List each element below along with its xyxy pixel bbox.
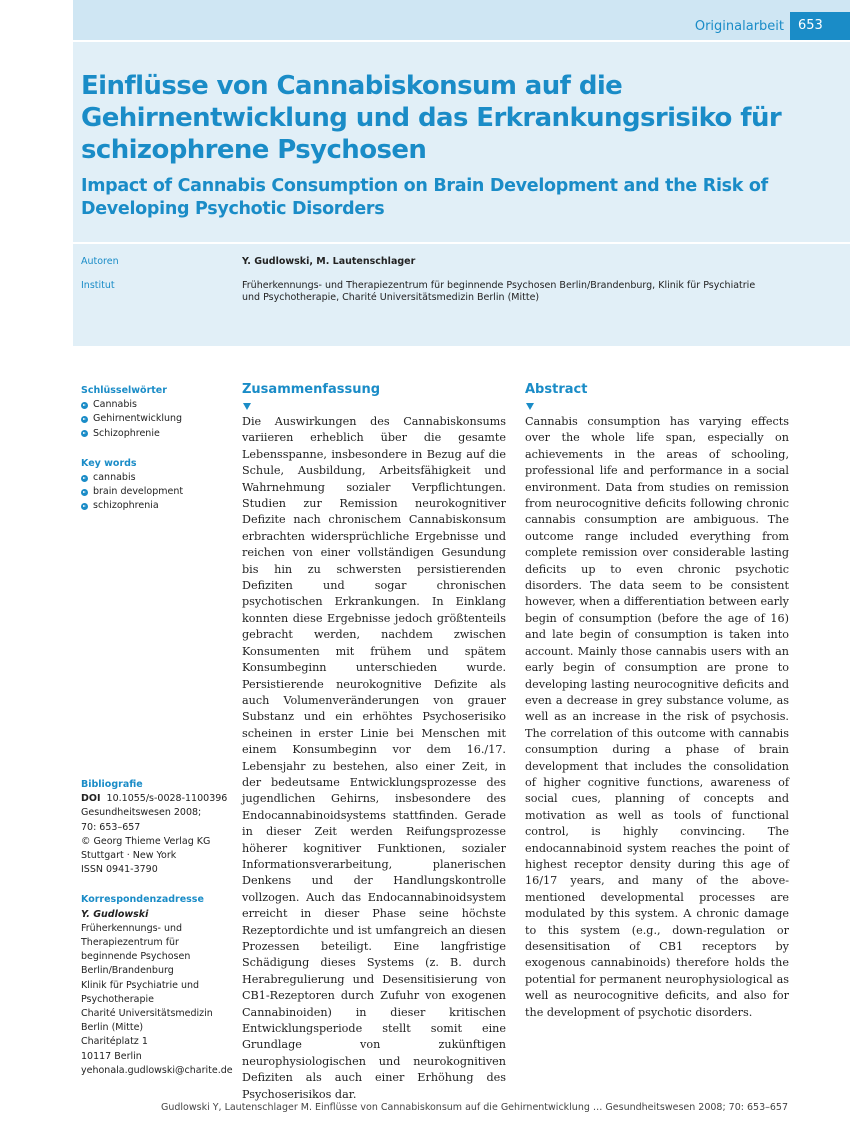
meta-block [73,244,850,346]
address-line: Charité Universitätsmedizin [81,1008,213,1020]
keyword-item: brain development [81,485,231,499]
abstract-column [525,382,789,1021]
zusammenfassung-column [242,382,506,1103]
institute: Früherkennungs- und Therapiezentrum für beginnende Psychosen Berlin/Brandenburg, Klinik für Psychiatrie und Psychotherapie, Charité Universitätsmedizin Berlin (Mitte) [242,280,756,303]
bibliography-label: Bibliografie [81,779,143,790]
address-line: Klinik für Psychiatrie und [81,979,200,991]
zusammenfassung-heading: Zusammenfassung [242,382,381,397]
triangle-down-icon [526,403,534,410]
title-block [73,42,850,242]
address-line: Berlin (Mitte) [81,1022,144,1034]
abstract-heading: Abstract [525,382,588,397]
publisher-city: Stuttgart · New York [81,850,177,862]
bullet-arrow-icon [81,402,88,409]
correspondence-name: Y. Gudlowski [81,908,149,920]
section-label: Originalarbeit [694,19,784,34]
title-german: Einflüsse von Cannabiskonsum auf die Gehirnentwicklung und das Erkrankungsrisiko für schizophrene Psychosen [81,71,782,165]
keyword-item: cannabis [81,471,231,485]
email-link[interactable]: yehonala.gudlowski@charite.de [81,1064,233,1076]
zusammenfassung-text: Die Auswirkungen des Cannabiskonsums variieren erheblich über die gesamte Lebensspanne, insbesondere in Bezug auf die Schule, Ausbildung, Arbeitsfähigkeit und Wahrnehmung sozialer Verpflichtungen. Studien zur Remission neurokognitiver Defizite nach chronischem Cannabiskonsum erbrachten widersprüchliche Ergebnisse und reichen von einer vollständigen Gesundung bis hin zu schwersten persistierenden Defiziten und sogar chronischen psychotischen Erkrankungen. In Einklang konnten diese Ergebnisse jedoch größtenteils gebracht werden, nachdem zwischen Konsumenten mit frühem und spätem Konsumbeginn unterschieden wurde. Persistierende neurokognitive Defizite als auch Volumenveränderungen von grauer Substanz und ein erhöhtes Psychoserisiko scheinen in erster Linie bei Menschen mit einem Konsumbeginn vor dem 16./17. Lebensjahr zu bestehen, also einer Zeit, in der bedeutsame Entwicklungsprozesse des jugendlichen Gehirns, insbesondere des Endocannabinoidsystems stattfinden. Gerade in dieser Zeit werden Reifungsprozesse höherer kognitiver Funktionen, sozialer Informationsverarbeitung, planerischen Denkens und der Handlungskontrolle vollzogen. Auch das Endocannabinoidsystem erreicht in dieser Phase seine höchste Rezeptordichte und ist umfangreich an diesen Prozessen beteiligt. Eine langfristige Schädigung dieses Systems (z. B. durch Herabregulierung und Desensitisierung von CB1-Rezeptoren durch Zufuhr von exogenen Cannabinoiden) in dieser kritischen Entwicklungsperiode stellt somit eine Grundlage von zukünftigen neurophysiologischen und neurokognitiven Defiziten als auch einer Erhöhung des Psychoserisikos dar. [242,415,506,1101]
journal: Gesundheitswesen 2008; [81,807,202,819]
triangle-down-icon [243,403,251,410]
footer-citation: Gudlowski Y, Lautenschlager M. Einflüsse von Cannabiskonsum auf die Gehirnentwicklung … Gesundheitswesen 2008; 70: 653–657 [160,1102,788,1113]
title-english: Impact of Cannabis Consumption on Brain Development and the Risk of Developing Psychotic Disorders [81,176,768,219]
address-line: beginnende Psychosen [81,951,191,963]
address-line: Therapiezentrum für [81,937,179,949]
volume-pages: 70: 653–657 [81,821,141,833]
bullet-arrow-icon [81,503,88,510]
bullet-arrow-icon [81,430,88,437]
abstract-text: Cannabis consumption has varying effects over the whole life span, especially on achievements in the areas of schooling, professional life and performance in a social environment. Data from studies on remission from neurocognitive deficits following chronic cannabis consumption are ambiguous. The outcome range included everything from complete remission over considerable lasting deficits up to even chronic psychotic disorders. The data seem to be consistent however, when a differentiation between early begin of consumption (before the age of 16) and late begin of consumption is taken into account. Mainly those cannabis users with an early begin of consumption are prone to developing lasting neurocognitive deficits and even a decrease in grey substance volume, as well as an increase in the risk of psychosis. The correlation of this outcome with cannabis consumption during a phase of brain development that includes the consolidation of higher cognitive functions, awareness of social cues, planning of concepts and motivation as well as tools of functional control, is highly convincing. The endocannabinoid system reaches the point of highest receptor density during this age of 16/17 years, and many of the above-mentioned developmental processes are modulated by this system. A chronic damage to this system (e.g., down-regulation or desensitisation of CB1 receptors by exogenous cannabinoids) therefore holds the potential for permanent neurophysiological as well as neurocognitive deficits, and also for the development of psychotic disorders. [525,415,789,1019]
copyright: © Georg Thieme Verlag KG [81,835,211,847]
address-line: Psychotherapie [81,993,155,1005]
keyword-item: schizophrenia [81,499,231,513]
authors-label: Autoren [81,256,119,267]
keyword-item: Gehirnentwicklung [81,412,231,426]
doi-line: DOI 10.1055/s-0028-1100396 [81,793,228,805]
bullet-arrow-icon [81,416,88,423]
keywords-en-label: Key words [81,457,137,469]
correspondence-label: Korrespondenzadresse [81,894,204,906]
bullet-arrow-icon [81,475,88,482]
institute-label: Institut [81,280,115,291]
doi[interactable]: 10.1055/s-0028-1100396 [106,793,228,805]
keyword-item: Cannabis [81,398,231,412]
bullet-arrow-icon [81,489,88,496]
keywords-de-label: Schlüsselwörter [81,385,167,396]
address-line: 10117 Berlin [81,1050,142,1062]
address-line: Berlin/Brandenburg [81,965,174,977]
address-line: Charitéplatz 1 [81,1036,148,1048]
bibliography-block [81,778,231,1078]
issn: ISSN 0941-3790 [81,864,158,876]
authors: Y. Gudlowski, M. Lautenschlager [242,256,416,267]
keyword-item: Schizophrenie [81,427,231,441]
address-line: Früherkennungs- und [81,922,183,934]
sidebar [81,384,233,1076]
page-number: 653 [790,12,850,40]
